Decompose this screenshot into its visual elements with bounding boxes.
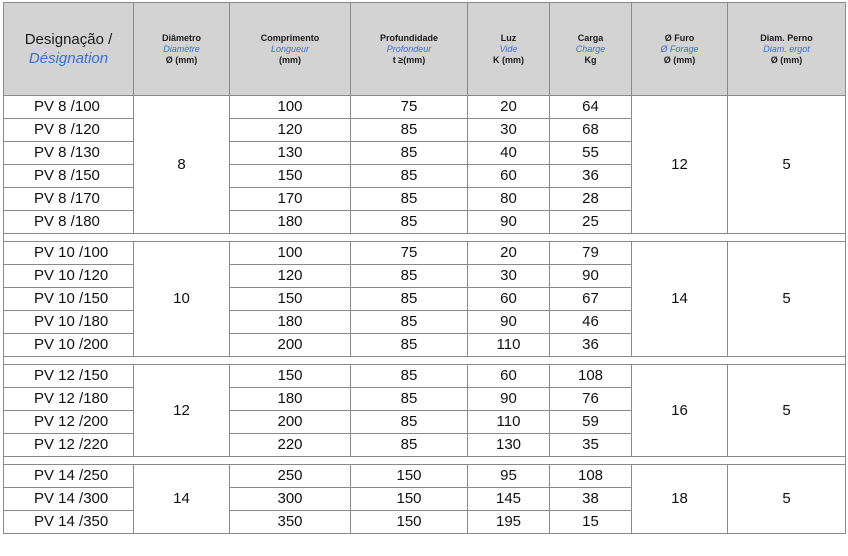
cell-comprimento: 300	[230, 488, 351, 511]
cell-comprimento: 200	[230, 334, 351, 357]
cell-comprimento: 120	[230, 119, 351, 142]
cell-designacao: PV 12 /200	[4, 411, 134, 434]
cell-designacao: PV 14 /350	[4, 511, 134, 534]
cell-profundidade: 85	[351, 334, 468, 357]
cell-profundidade: 85	[351, 265, 468, 288]
cell-carga: 36	[550, 334, 632, 357]
cell-profundidade: 150	[351, 488, 468, 511]
cell-comprimento: 180	[230, 211, 351, 234]
header-unit-label: t ≥(mm)	[392, 54, 426, 65]
cell-profundidade: 75	[351, 242, 468, 265]
cell-perno: 5	[728, 365, 846, 457]
cell-luz: 40	[468, 142, 550, 165]
cell-luz: 110	[468, 411, 550, 434]
cell-profundidade: 85	[351, 311, 468, 334]
cell-carga: 90	[550, 265, 632, 288]
cell-diametro: 10	[134, 242, 230, 357]
cell-luz: 145	[468, 488, 550, 511]
cell-comprimento: 150	[230, 365, 351, 388]
cell-comprimento: 180	[230, 388, 351, 411]
cell-profundidade: 85	[351, 142, 468, 165]
cell-carga: 108	[550, 365, 632, 388]
header-pt-label: Luz	[500, 32, 517, 43]
cell-designacao: PV 10 /120	[4, 265, 134, 288]
cell-profundidade: 85	[351, 365, 468, 388]
cell-luz: 95	[468, 465, 550, 488]
header-unit-label: K (mm)	[493, 54, 524, 65]
cell-furo: 18	[632, 465, 728, 534]
cell-carga: 55	[550, 142, 632, 165]
cell-profundidade: 85	[351, 188, 468, 211]
cell-perno: 5	[728, 96, 846, 234]
cell-diametro: 14	[134, 465, 230, 534]
header-fr-label: Vide	[499, 43, 518, 54]
header-unit-label: Kg	[584, 54, 597, 65]
cell-designacao: PV 8 /180	[4, 211, 134, 234]
cell-luz: 60	[468, 365, 550, 388]
header-pt-label: Carga	[577, 32, 604, 43]
cell-comprimento: 120	[230, 265, 351, 288]
cell-furo: 14	[632, 242, 728, 357]
table-body	[4, 96, 846, 534]
header-furo	[632, 3, 728, 96]
cell-profundidade: 85	[351, 211, 468, 234]
cell-designacao: PV 12 /220	[4, 434, 134, 457]
table-header	[4, 3, 846, 96]
header-unit-label: (mm)	[279, 54, 301, 65]
header-fr-label: Ø Forage	[660, 43, 699, 54]
cell-luz: 110	[468, 334, 550, 357]
cell-luz: 195	[468, 511, 550, 534]
header-profundidade	[351, 3, 468, 96]
header-fr-label: Charge	[575, 43, 606, 54]
header-comprimento	[230, 3, 351, 96]
cell-profundidade: 85	[351, 388, 468, 411]
cell-carga: 108	[550, 465, 632, 488]
cell-designacao: PV 8 /130	[4, 142, 134, 165]
cell-carga: 76	[550, 388, 632, 411]
header-designacao	[4, 3, 134, 96]
cell-carga: 68	[550, 119, 632, 142]
header-unit-label: Ø (mm)	[770, 54, 803, 65]
cell-comprimento: 150	[230, 165, 351, 188]
header-luz	[468, 3, 550, 96]
header-fr-label: Diamètre	[163, 43, 200, 54]
cell-comprimento: 130	[230, 142, 351, 165]
header-pt-label: Profundidade	[380, 32, 438, 43]
cell-comprimento: 150	[230, 288, 351, 311]
cell-profundidade: 85	[351, 165, 468, 188]
cell-comprimento: 180	[230, 311, 351, 334]
header-pt-label: Comprimento	[260, 32, 320, 43]
cell-carga: 67	[550, 288, 632, 311]
cell-designacao: PV 10 /100	[4, 242, 134, 265]
cell-carga: 36	[550, 165, 632, 188]
header-diametro	[134, 3, 230, 96]
cell-designacao: PV 8 /150	[4, 165, 134, 188]
cell-profundidade: 85	[351, 119, 468, 142]
cell-designacao: PV 8 /100	[4, 96, 134, 119]
cell-designacao: PV 10 /180	[4, 311, 134, 334]
header-perno	[728, 3, 846, 96]
cell-carga: 79	[550, 242, 632, 265]
cell-carga: 59	[550, 411, 632, 434]
group-separator-cell	[4, 234, 846, 242]
cell-carga: 15	[550, 511, 632, 534]
cell-designacao: PV 8 /120	[4, 119, 134, 142]
header-unit-label: Ø (mm)	[165, 54, 198, 65]
cell-profundidade: 85	[351, 411, 468, 434]
cell-comprimento: 200	[230, 411, 351, 434]
cell-profundidade: 85	[351, 434, 468, 457]
cell-profundidade: 85	[351, 288, 468, 311]
table-row	[4, 96, 846, 119]
cell-comprimento: 170	[230, 188, 351, 211]
cell-luz: 20	[468, 96, 550, 119]
header-fr-label: Longueur	[270, 43, 310, 54]
group-separator	[4, 457, 846, 465]
cell-comprimento: 100	[230, 242, 351, 265]
cell-carga: 64	[550, 96, 632, 119]
cell-comprimento: 220	[230, 434, 351, 457]
specs-table	[3, 2, 846, 534]
header-carga	[550, 3, 632, 96]
cell-luz: 130	[468, 434, 550, 457]
header-pt-label: Diâmetro	[161, 32, 201, 43]
cell-diametro: 8	[134, 96, 230, 234]
group-separator	[4, 357, 846, 365]
cell-designacao: PV 12 /180	[4, 388, 134, 411]
cell-luz: 30	[468, 119, 550, 142]
cell-profundidade: 75	[351, 96, 468, 119]
header-unit-label: Ø (mm)	[663, 54, 696, 65]
table-row	[4, 365, 846, 388]
table-row	[4, 242, 846, 265]
cell-carga: 35	[550, 434, 632, 457]
cell-designacao: PV 14 /250	[4, 465, 134, 488]
header-pt-label: Ø Furo	[664, 32, 695, 43]
cell-perno: 5	[728, 465, 846, 534]
header-fr-label: Profondeur	[386, 43, 432, 54]
cell-luz: 90	[468, 211, 550, 234]
cell-luz: 60	[468, 288, 550, 311]
group-separator-cell	[4, 357, 846, 365]
cell-carga: 25	[550, 211, 632, 234]
cell-luz: 60	[468, 165, 550, 188]
cell-luz: 90	[468, 311, 550, 334]
cell-designacao: PV 10 /150	[4, 288, 134, 311]
header-pt-label: Diam. Perno	[760, 32, 813, 43]
cell-luz: 20	[468, 242, 550, 265]
header-fr-label: Diam. ergot	[763, 43, 810, 54]
cell-designacao: PV 8 /170	[4, 188, 134, 211]
cell-comprimento: 250	[230, 465, 351, 488]
cell-profundidade: 150	[351, 465, 468, 488]
cell-profundidade: 150	[351, 511, 468, 534]
table-row	[4, 465, 846, 488]
cell-furo: 12	[632, 96, 728, 234]
group-separator-cell	[4, 457, 846, 465]
cell-designacao: PV 10 /200	[4, 334, 134, 357]
group-separator	[4, 234, 846, 242]
cell-luz: 30	[468, 265, 550, 288]
cell-carga: 38	[550, 488, 632, 511]
cell-perno: 5	[728, 242, 846, 357]
header-designacao-fr: Désignation	[28, 50, 109, 67]
header-designacao-pt: Designação /	[24, 31, 113, 48]
cell-comprimento: 350	[230, 511, 351, 534]
cell-luz: 90	[468, 388, 550, 411]
cell-designacao: PV 14 /300	[4, 488, 134, 511]
cell-diametro: 12	[134, 365, 230, 457]
cell-luz: 80	[468, 188, 550, 211]
cell-designacao: PV 12 /150	[4, 365, 134, 388]
cell-carga: 28	[550, 188, 632, 211]
cell-carga: 46	[550, 311, 632, 334]
cell-comprimento: 100	[230, 96, 351, 119]
cell-furo: 16	[632, 365, 728, 457]
